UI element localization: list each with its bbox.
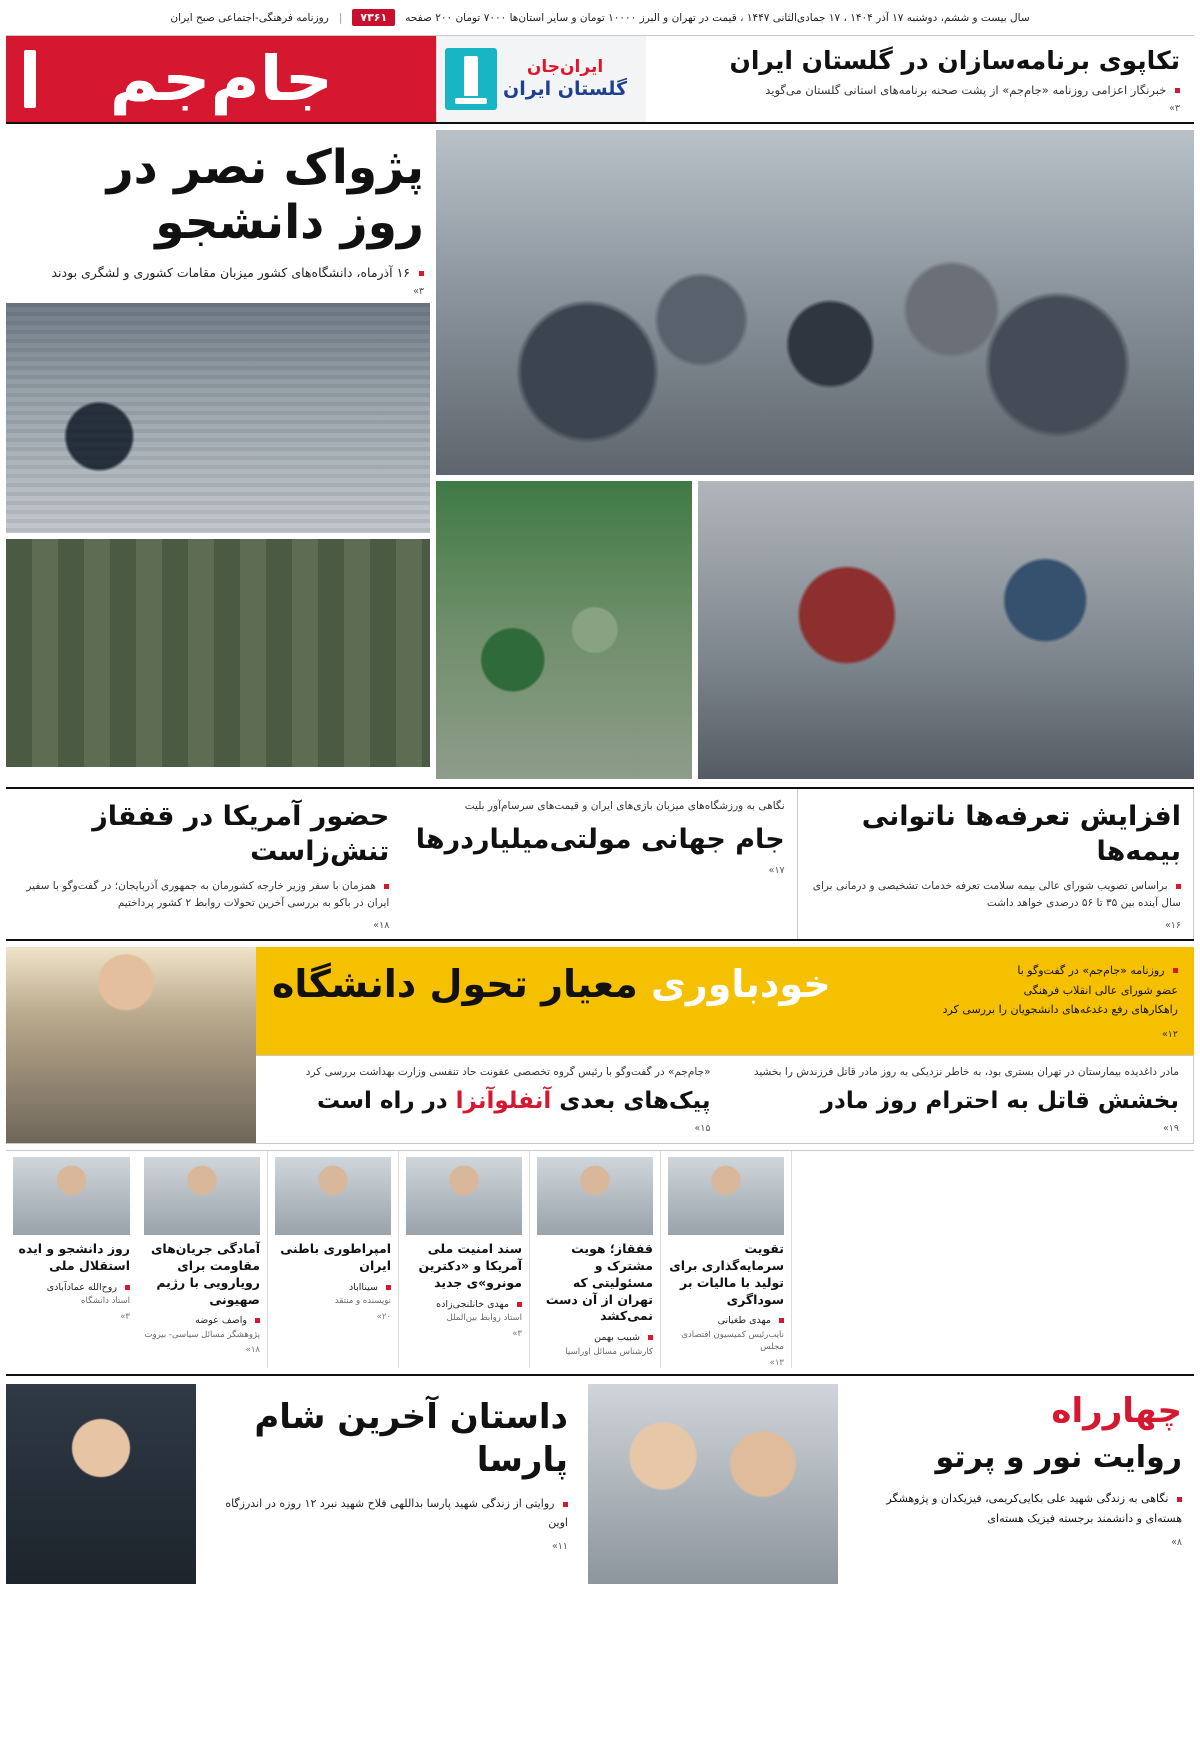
tower-icon bbox=[445, 48, 497, 110]
feature-body bbox=[256, 947, 1194, 1143]
columnist-role: کارشناس مسائل اوراسیا bbox=[565, 1346, 653, 1357]
hero-headline-block[interactable] bbox=[6, 130, 430, 297]
bullet-icon bbox=[1176, 884, 1181, 889]
hero-photo-crowd-greeting bbox=[436, 130, 1194, 475]
columnist-page[interactable]: ۱۸» bbox=[245, 1345, 260, 1356]
columnist-avatar bbox=[144, 1157, 260, 1235]
promo-line-1: ایران‌جان bbox=[526, 56, 604, 77]
band-story-sub-text: براساس تصویب شورای عالی بیمه سلامت تعرفه خدمات تشخیصی و درمانی برای سال آینده بین ۳۵ تا ۵۶ درصدی خواهد داشت bbox=[812, 880, 1181, 909]
bullet-icon bbox=[386, 1285, 391, 1290]
band-story-insurance[interactable] bbox=[798, 789, 1194, 939]
masthead-info bbox=[6, 0, 1194, 35]
bullet-icon bbox=[419, 271, 424, 276]
hero-photo-green-banner bbox=[436, 481, 692, 779]
band-story-sub bbox=[18, 878, 389, 912]
columnist-page[interactable]: ۳» bbox=[512, 1328, 522, 1339]
hero-section bbox=[6, 130, 1194, 779]
columnist-byline-text: واصف عوضه bbox=[195, 1315, 247, 1327]
band-story-page[interactable]: ۱۶» bbox=[1164, 919, 1181, 931]
columnist-item[interactable] bbox=[268, 1151, 399, 1368]
lead-teaser-page[interactable]: ۳» bbox=[1169, 103, 1180, 115]
story-page[interactable]: ۱۹» bbox=[1162, 1122, 1179, 1134]
feature-deck bbox=[847, 961, 1178, 1043]
bottom-left-page[interactable]: ۸» bbox=[1171, 1536, 1182, 1548]
feature-deck-line-1-text: روزنامه «جام‌جم» در گفت‌وگو با bbox=[1017, 963, 1165, 977]
columnist-byline bbox=[13, 1281, 130, 1295]
bullet-icon bbox=[1175, 88, 1180, 93]
hero-photo-military-ranks bbox=[6, 539, 430, 767]
columnist-avatar bbox=[537, 1157, 653, 1235]
section-brand-chaharrah: چهارراه bbox=[1051, 1391, 1182, 1432]
columnist-avatar bbox=[406, 1157, 522, 1235]
promo-text bbox=[503, 57, 627, 102]
band-story-title: جام جهانی مولتی‌میلیاردرها bbox=[415, 823, 785, 855]
logo-mark bbox=[24, 50, 36, 108]
newspaper-logo bbox=[6, 36, 436, 122]
feature-secondary-row bbox=[256, 1055, 1194, 1143]
bullet-icon bbox=[648, 1335, 653, 1340]
issue-number-badge: ۷۳۶۱ bbox=[352, 9, 395, 26]
hero-photo-row bbox=[436, 481, 1194, 779]
band-story-page[interactable]: ۱۸» bbox=[373, 919, 390, 931]
bullet-icon bbox=[384, 884, 389, 889]
bullet-icon bbox=[125, 1285, 130, 1290]
bullet-icon bbox=[255, 1318, 260, 1323]
columnist-avatar bbox=[13, 1157, 130, 1235]
columnist-item[interactable] bbox=[661, 1151, 792, 1368]
band-story-title: افزایش تعرفه‌ها ناتوانی بیمه‌ها bbox=[861, 801, 1181, 868]
columnist-title: آمادگی جریان‌های مقاومت برای رویارویی با رژیم صهیونی bbox=[150, 1240, 260, 1307]
story-title-part-1: پیک‌های بعدی bbox=[559, 1088, 711, 1115]
columnist-role: نایب‌رئیس کمیسیون اقتصادی مجلس bbox=[681, 1329, 784, 1353]
columnist-role: نویسنده و منتقد bbox=[334, 1295, 391, 1306]
feature-deck-line-1 bbox=[847, 961, 1178, 981]
bottom-story-text bbox=[196, 1384, 582, 1584]
feature-headline-main: معیار تحول دانشگاه bbox=[272, 961, 638, 1006]
band-story-sub-text: همزمان با سفر وزیر خارجه کشورمان به جمهوری آذربایجان؛ در گفت‌وگو با سفیر ایران در باکو به بررسی آخرین تحولات روابط ۲ کشور پرداختیم bbox=[26, 880, 390, 909]
bottom-story-sub bbox=[210, 1495, 568, 1532]
story-dek: «جام‌جم» در گفت‌وگو با رئیس گروه تخصصی عفونت حاد تنفسی وزارت بهداشت بررسی کرد bbox=[305, 1066, 711, 1079]
bottom-story-chaharrah[interactable] bbox=[844, 1384, 1194, 1584]
lead-teaser-sub-text: خبرنگار اعزامی روزنامه «جام‌جم» از پشت صحنه برنامه‌های استانی گلستان می‌گوید bbox=[765, 82, 1167, 97]
logo-wordmark: جام‌جم bbox=[109, 42, 333, 115]
bottom-band bbox=[6, 1384, 1194, 1596]
band-story-sub bbox=[810, 878, 1181, 912]
bottom-story-parsa[interactable] bbox=[6, 1384, 582, 1584]
columnist-title: سند امنیت ملی آمریکا و «دکترین مونرو»ی جدید bbox=[418, 1240, 522, 1290]
story-title-part-2: در راه است bbox=[317, 1088, 448, 1115]
story-title: بخشش قاتل به احترام روز مادر bbox=[820, 1088, 1179, 1115]
columnist-role: پژوهشگر مسائل سیاسی- بیروت bbox=[144, 1329, 260, 1340]
bottom-left-title: روایت نور و پرتو bbox=[935, 1440, 1182, 1476]
columnist-page[interactable]: ۲۰» bbox=[376, 1311, 391, 1322]
columnist-title: روز دانشجو و ایده استقلال ملی bbox=[18, 1240, 130, 1273]
columnist-item[interactable] bbox=[530, 1151, 661, 1368]
band-story-worldcup[interactable] bbox=[401, 789, 797, 939]
masthead-tagline: روزنامه فرهنگی-اجتماعی صبح ایران bbox=[170, 11, 329, 24]
hero-photo-lecture-hall bbox=[6, 303, 430, 533]
feature-portrait-photo bbox=[6, 947, 256, 1143]
bullet-icon bbox=[517, 1302, 522, 1307]
columnist-role: استاد روابط بین‌الملل bbox=[446, 1312, 522, 1323]
columnist-avatar bbox=[275, 1157, 391, 1235]
promo-line-2: گلستان ایران bbox=[503, 77, 628, 100]
columnists-strip bbox=[6, 1150, 1194, 1376]
columnist-page[interactable]: ۳» bbox=[120, 1311, 130, 1322]
bullet-icon bbox=[563, 1502, 568, 1507]
story-influenza[interactable] bbox=[256, 1056, 725, 1143]
columnist-item[interactable] bbox=[399, 1151, 530, 1368]
columnist-byline-text: مهدی طغیانی bbox=[717, 1315, 771, 1327]
columnist-item[interactable] bbox=[137, 1151, 268, 1368]
columnist-item[interactable] bbox=[6, 1151, 137, 1368]
band-story-dek: نگاهی به ورزشگاه‌های میزبان بازی‌های ایران و قیمت‌های سرسام‌آور بلیت bbox=[464, 800, 785, 812]
lead-teaser[interactable] bbox=[646, 36, 1194, 122]
lead-teaser-sub bbox=[660, 82, 1180, 99]
hero-subhead bbox=[12, 265, 424, 280]
hero-right-column bbox=[436, 130, 1194, 779]
columnist-byline bbox=[406, 1298, 522, 1312]
columnist-title: امپراطوری باطنی ایران bbox=[280, 1240, 391, 1273]
feature-deck-line-2: عضو شورای عالی انقلاب فرهنگی bbox=[1023, 983, 1178, 997]
columnist-byline bbox=[275, 1281, 391, 1295]
band-story-title: حضور آمریکا در قفقاز تنش‌زاست bbox=[92, 801, 390, 868]
bullet-icon bbox=[1173, 968, 1178, 973]
hero-subhead-text: ۱۶ آذرماه، دانشگاه‌های کشور میزبان مقامات کشوری و لشگری بودند bbox=[51, 264, 411, 280]
masthead-date-line: سال بیست و ششم، دوشنبه ۱۷ آذر ۱۴۰۴ ، ۱۷ جمادی‌الثانی ۱۴۴۷ ، قیمت در تهران و البرز ۱۰۰۰۰ تومان و سایر استان‌ها ۷۰۰۰ تومان ۲۰۰ صفحه bbox=[405, 11, 1030, 24]
bottom-left-sub bbox=[856, 1489, 1182, 1529]
feature-headline-accent: خودباوری bbox=[651, 961, 831, 1006]
hero-photo-seminar bbox=[698, 481, 1194, 779]
columnist-byline-text: شبیب بهمن bbox=[594, 1332, 640, 1344]
masthead-divider: | bbox=[338, 11, 343, 24]
brand-row bbox=[6, 36, 1194, 124]
feature-headline bbox=[272, 961, 831, 1009]
columnist-byline-text: روح‌الله عمادآبادی bbox=[46, 1281, 117, 1293]
bullet-icon bbox=[1177, 1497, 1182, 1502]
columnist-page[interactable]: ۱۳» bbox=[769, 1358, 784, 1369]
columnist-byline bbox=[668, 1314, 784, 1328]
bullet-icon bbox=[779, 1318, 784, 1323]
columnist-title: قفقاز؛ هویت مشترک و مسئولیتی که تهران از آن دست نمی‌کشد bbox=[545, 1240, 653, 1324]
feature-deck-line-3: راهکارهای رفع دغدغه‌های دانشجویان را بررسی کرد bbox=[942, 1003, 1178, 1017]
feature-interview bbox=[6, 947, 1194, 1144]
story-dek: مادر داغدیده بیمارستان در تهران بستری بود، به خاطر نزدیکی به روز مادر قاتل فرزندش را بخشید bbox=[753, 1066, 1179, 1079]
feature-page[interactable]: ۱۲» bbox=[1161, 1029, 1178, 1041]
columnist-byline-text: مهدی خانلنجی‌زاده bbox=[436, 1298, 509, 1310]
hero-headline: پژواک نصر در روز دانشجو bbox=[106, 140, 424, 251]
hero-left-column bbox=[6, 130, 430, 779]
band-story-page[interactable]: ۱۷» bbox=[768, 864, 785, 876]
columnist-byline bbox=[537, 1331, 653, 1345]
columnist-byline bbox=[144, 1314, 260, 1328]
bottom-story-sub-text: روایتی از زندگی شهید پارسا بداللهی فلاح شهید نبرد ۱۲ روزه در اندرزگاه اوین bbox=[225, 1497, 568, 1529]
masthead-strip bbox=[6, 0, 1194, 36]
story-forgiveness[interactable] bbox=[725, 1056, 1195, 1143]
story-title bbox=[270, 1087, 711, 1117]
columnist-byline-text: سینا‌اباد bbox=[348, 1281, 378, 1293]
bottom-story-page[interactable]: ۱۱» bbox=[551, 1540, 568, 1552]
band-story-caucasus[interactable] bbox=[6, 789, 401, 939]
lead-teaser-title: تکاپوی برنامه‌سازان در گلستان ایران bbox=[729, 45, 1180, 75]
bottom-left-sub-text: نگاهی به زندگی شهید علی بکایی‌کریمی، فیزیکدان و پژوهشگر هسته‌ای و دانشمند برجسته فیزیک هسته‌ای bbox=[886, 1492, 1182, 1525]
promo-badge[interactable] bbox=[436, 36, 646, 122]
bottom-story-title: داستان آخرین شام پارسا bbox=[254, 1397, 568, 1480]
hero-page[interactable]: ۳» bbox=[413, 285, 424, 297]
bottom-photo-two-men bbox=[588, 1384, 838, 1584]
columnist-title: تقویت سرمایه‌گذاری برای تولید با مالیات بر سوداگری bbox=[669, 1240, 784, 1307]
columnist-avatar bbox=[668, 1157, 784, 1235]
feature-headline-bar[interactable] bbox=[256, 947, 1194, 1055]
story-page[interactable]: ۱۵» bbox=[694, 1122, 711, 1134]
bottom-photo-cadet bbox=[6, 1384, 196, 1584]
columnist-role: استاد دانشگاه bbox=[81, 1295, 130, 1306]
story-title-highlight: آنفلوآنزا bbox=[455, 1088, 552, 1115]
three-column-band bbox=[6, 787, 1194, 941]
